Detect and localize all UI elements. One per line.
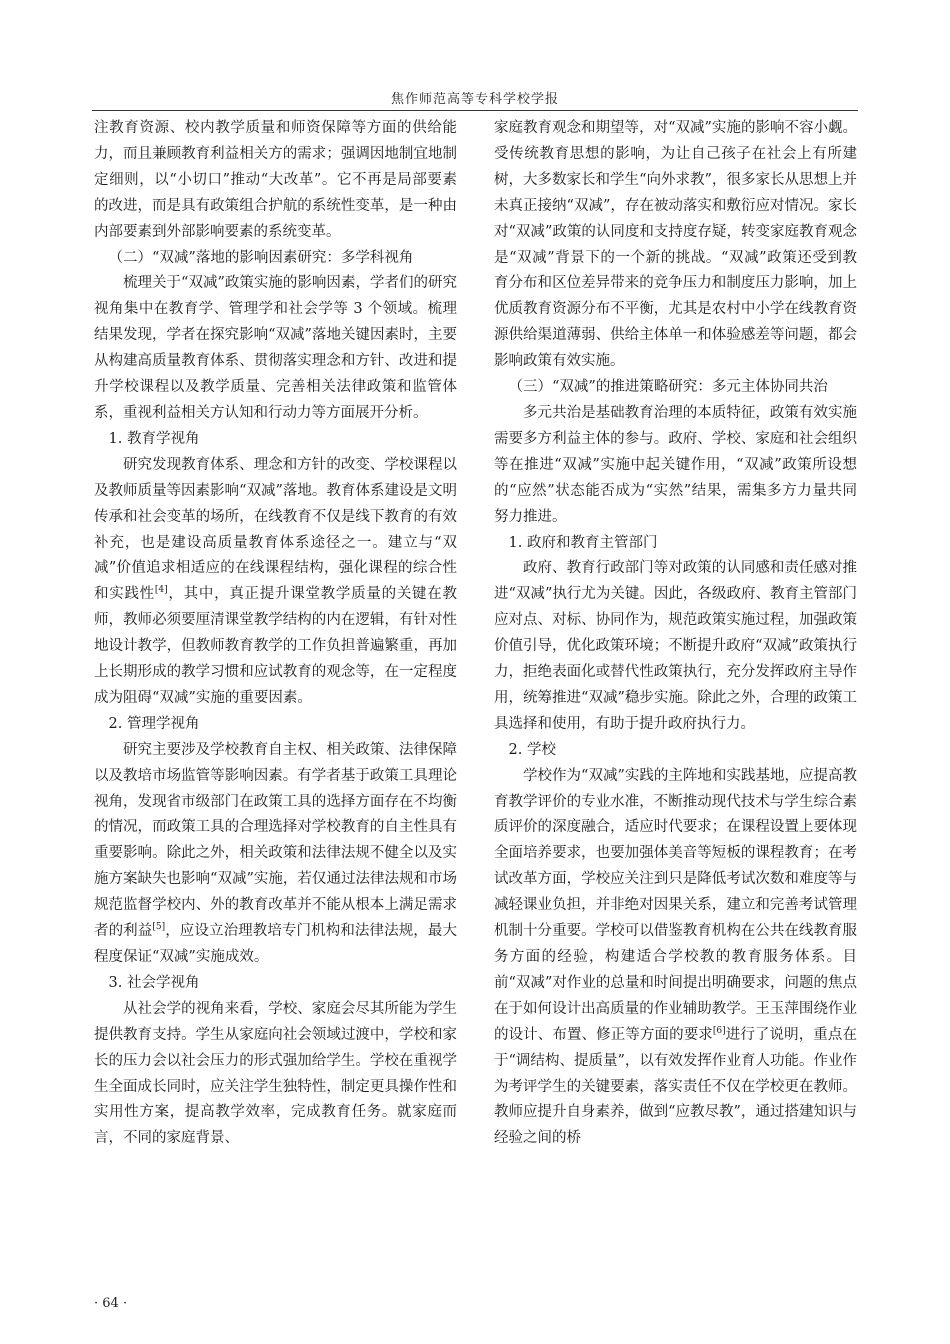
paragraph-text: 研究发现教育体系、理念和方针的改变、学校课程以及教师质量等因素影响“双减”落地。教育体系建设是文明传承和社会变革的场所，在线教育不仅是线下教育的有效补充，也是建设高质量教育体系途径之一。建立与“双减”价值追求相适应的在线课程结构，强化课程的综合性和实践性: [94, 456, 457, 603]
subsection-heading: 2. 管理学视角: [108, 715, 200, 732]
paragraph-text: 学校作为“双减”实践的主阵地和实践基地，应提高教育教学评价的专业水准，不断推动现代技术与学生综合素质评价的深度融合，适应时代要求；在课程设置上要体现全面培养要求，也要加强体美音等短板的课程教育；在考试改革方面，学校应关注到只是降低考试次数和难度等与减轻课业负担，并非绝对因果关系，建立和完善考试管理机制十分重要。学校可以借鉴教育机构在公共在线教育服务方面的经验，构建适合学校教的教育服务体系。目前“双减”对作业的总量和时间提出明确要求，问题的焦点在于如何设计出高质量的作业辅助教学。王玉萍围绕作业的设计、布置、修正等方面的要求: [494, 767, 857, 1043]
section-heading: （三）“双减”的推进策略研究：多元主体协同共治: [508, 379, 828, 396]
subsection-heading: 2. 学校: [508, 741, 556, 758]
paragraph: 梳理关于“双减”政策实施的影响因素，学者们的研究视角集中在教育学、管理学和社会学等 3 个领域。梳理结果发现，学者在探究影响“双减”落地关键因素时，主要从构建高质量教育体系、贯彻落实理念和方针、改进和提升学校课程以及教学质量、完善相关法律政策和监管体系，重视利益相关方认知和行动力等方面展开分析。: [94, 275, 457, 421]
paragraph: 家庭教育观念和期望等，对“双减”实施的影响不容小觑。受传统教育思想的影响，为让自己孩子在社会上有所建树，大多数家长和学生“向外求教”，很多家长从思想上并未真正接纳“双减”，存在被动落实和敷衍应对情况。家长对“双减”政策的认同度和支持度存疑，转变家庭教育观念是“双减”背景下的一个新的挑战。“双减”政策还受到教育分布和区位差异带来的竞争压力和制度压力影响，加上优质教育资源分布不平衡，尤其是农村中小学在线教育资源供给渠道薄弱、供给主体单一和体验感差等问题，都会影响政策有效实施。: [494, 120, 857, 370]
paragraph-text: 研究主要涉及学校教育自主权、相关政策、法律保障以及教培市场监管等影响因素。有学者基于政策工具理论视角，发现省市级部门在政策工具的选择方面存在不均衡的情况，而政策工具的合理选择对学校教育的自主性具有重要影响。除此之外，相关政策和法律法规不健全以及实施方案缺失也影响“双减”实施，若仅通过法律法规和市场规范监督学校内、外的教育改革并不能从根本上满足需求者的利益: [94, 741, 457, 940]
citation-ref: [5]: [152, 922, 166, 933]
section-heading: （二）“双减”落地的影响因素研究：多学科视角: [108, 249, 414, 266]
paragraph: [94, 453, 457, 712]
paragraph: 多元共治是基础教育治理的本质特征，政策有效实施需要多方利益主体的参与。政府、学校、家庭和社会组织等在推进“双减”实施中起关键作用，“双减”政策所设想的“应然”状态能否成为“实然”结果，需集多方力量共同努力推进。: [494, 404, 857, 525]
header-rule: [92, 110, 858, 111]
subsection-heading: 1. 教育学视角: [108, 430, 200, 447]
paragraph-text: 进行了说明，重点在于“调结构、提质量”，以有效发挥作业育人功能。作业作为考评学生的关键要素，落实责任不仅在学校更在教师。教师应提升自身素养，做到“应教尽教”，通过搭建知识与经验之间的桥: [494, 1026, 857, 1147]
paragraph: 政府、教育行政部门等对政策的认同感和责任感对推进“双减”执行尤为关键。因此，各级政府、教育主管部门应对点、对标、协同作为，规范政策实施过程，加强政策价值引导，优化政策环境；不断提升政府“双减”政策执行力，拒绝表面化或替代性政策执行，充分发挥政府主导作用，统筹推进“双减”稳步实施。除此之外，合理的政策工具选择和使用，有助于提升政府执行力。: [494, 560, 857, 732]
subsection-heading: 3. 社会学视角: [108, 974, 200, 991]
paragraph: [94, 738, 457, 971]
paragraph-text: ，应设立治理教培专门机构和法律法规，最大程度保证“双减”实施成效。: [94, 923, 457, 965]
right-column: [494, 116, 857, 1152]
page-number: · 64 ·: [94, 1296, 128, 1311]
paragraph: [494, 764, 857, 1153]
paragraph-text: ，其中，真正提升课堂教学质量的关键在教师，教师必须要厘清课堂教学结构的内在逻辑，有针对性地设计教学，但教师教育教学的工作负担普遍繁重，再加上长期形成的教学习惯和应试教育的观念等，在一定程度成为阻碍“双减”实施的重要因素。: [94, 586, 458, 706]
left-column: [94, 116, 457, 1152]
citation-ref: [4]: [154, 585, 168, 596]
citation-ref: [6]: [712, 1025, 726, 1036]
paragraph: 从社会学的视角来看，学校、家庭会尽其所能为学生提供教育支持。学生从家庭向社会领域过渡中，学校和家长的压力会以社会压力的形式强加给学生。学校在重视学生全面成长同时，应关注学生独特性，制定更具操作性和实用性方案，提高教学效率，完成教育任务。就家庭而言，不同的家庭背景、: [94, 1000, 457, 1147]
journal-header: 焦作师范高等专科学校学报: [390, 92, 559, 107]
subsection-heading: 1. 政府和教育主管部门: [508, 534, 658, 551]
paragraph: 注教育资源、校内教学质量和师资保障等方面的供给能力，而且兼顾教育利益相关方的需求；强调因地制宜地制定细则，以“小切口”推动“大改革”。它不再是局部要素的改进，而是具有政策组合护航的系统性变革，是一种由内部要素到外部影响要素的系统变革。: [94, 120, 457, 240]
